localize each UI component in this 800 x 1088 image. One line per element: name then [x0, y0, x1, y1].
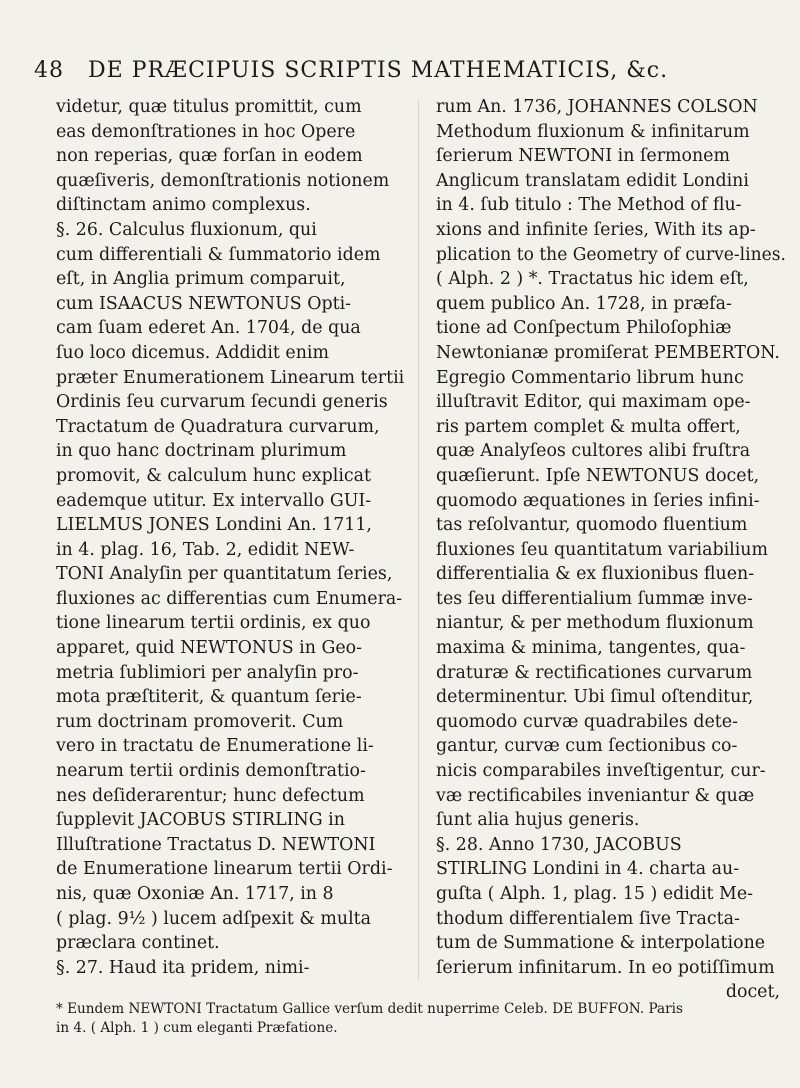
text-line: non reperias, quæ forſan in eodem — [56, 146, 363, 167]
text-line: §. 28. Anno 1730, JACOBUS — [436, 834, 682, 855]
text-line: de Enumeratione linearum tertii Ordi- — [56, 859, 393, 880]
text-line: cum ISAACUS NEWTONUS Opti- — [56, 293, 352, 314]
text-line: Illuſtratione Tractatus D. NEWTONI — [56, 834, 376, 855]
text-line: illuſtravit Editor, qui maximam ope- — [436, 392, 751, 413]
text-line: cum differentiali & ſummatorio idem — [56, 244, 381, 265]
text-line: thodum differentialem ſive Tracta- — [436, 908, 740, 929]
text-line: quæ Analyſeos cultores alibi fruſtra — [436, 441, 751, 462]
text-line: nes deſiderarentur; hunc defectum — [56, 785, 365, 806]
running-header — [34, 58, 774, 83]
text-line: væ rectificabiles inveniantur & quæ — [436, 785, 755, 806]
text-line: eas demonſtrationes in hoc Opere — [56, 121, 356, 142]
text-line: nis, quæ Oxoniæ An. 1717, in 8 — [56, 884, 334, 904]
text-line: metria ſublimiori per analyſin pro- — [56, 662, 359, 683]
page-number: 48 — [34, 58, 64, 83]
text-line: tum de Summatione & interpolatione — [436, 933, 766, 954]
text-line: quæſiveris, demonſtrationis notionem — [56, 170, 390, 191]
text-line: præter Enumerationem Linearum tertii — [56, 367, 405, 388]
text-line: niantur, & per methodum fluxionum — [436, 613, 754, 634]
footnote — [56, 1000, 786, 1038]
text-line: Anglicum translatam edidit Londini — [436, 170, 749, 191]
text-line: apparet, quid NEWTONUS in Geo- — [56, 638, 362, 659]
text-line: in 4. ſub titulo : The Method of flu- — [436, 195, 742, 216]
text-line: plication to the Geometry of curve-lines. — [436, 244, 786, 265]
text-line: LIELMUS JONES Londini An. 1711, — [56, 515, 372, 536]
text-line: STIRLING Londini in 4. charta au- — [436, 859, 740, 880]
text-line: ſuo loco dicemus. Addidit enim — [56, 342, 329, 363]
text-line: præclara continet. — [56, 933, 220, 954]
text-line: §. 26. Calculus fluxionum, qui — [56, 219, 317, 240]
text-line: ſerierum NEWTONI in ſermonem — [436, 146, 730, 167]
text-line: mota præſtiterit, & quantum ſerie- — [56, 687, 362, 708]
text-line: ( Alph. 2 ) *. Tractatus hic idem eſt, — [436, 269, 749, 290]
text-line: Egregio Commentario librum hunc — [436, 367, 744, 388]
column-gutter — [418, 100, 419, 980]
text-line: tione linearum tertii ordinis, ex quo — [56, 613, 371, 634]
footnote-line: in 4. ( Alph. 1 ) cum eleganti Præfatione. — [56, 1020, 338, 1036]
right-column — [436, 95, 786, 1005]
left-column — [56, 95, 406, 980]
text-line: gantur, curvæ cum ſectionibus co- — [436, 736, 738, 757]
text-line: Newtonianæ promiſerat PEMBERTON. — [436, 342, 780, 363]
text-line: maxima & minima, tangentes, qua- — [436, 638, 746, 659]
text-line: Tractatum de Quadratura curvarum, — [56, 416, 380, 437]
text-line: diſtinctam animo complexus. — [56, 195, 311, 216]
text-line: tes ſeu differentialium ſummæ inve- — [436, 588, 753, 609]
text-line: ſupplevit JACOBUS STIRLING in — [56, 810, 345, 831]
text-line: tas reſolvantur, quomodo fluentium — [436, 515, 748, 536]
text-line: determinentur. Ubi ſimul oſtenditur, — [436, 687, 754, 708]
text-line: ( plag. 9½ ) lucem adſpexit & multa — [56, 908, 372, 929]
text-line: draturæ & rectificationes curvarum — [436, 662, 753, 683]
running-title: DE PRÆCIPUIS SCRIPTIS MATHEMATICIS, &c. — [88, 58, 669, 83]
text-line: guſta ( Alph. 1, plag. 15 ) edidit Me- — [436, 884, 753, 904]
text-line: ſerierum infinitarum. In eo potiſſimum — [436, 957, 775, 978]
text-line: nicis comparabiles inveſtigentur, cur- — [436, 761, 766, 782]
text-line: Ordinis ſeu curvarum ſecundi generis — [56, 392, 388, 413]
text-line: in quo hanc doctrinam plurimum — [56, 441, 347, 462]
catchword: docet, — [725, 982, 780, 1003]
text-line: §. 27. Haud ita pridem, nimi- — [56, 957, 310, 978]
text-line: rum doctrinam promoverit. Cum — [56, 711, 344, 732]
text-line: in 4. plag. 16, Tab. 2, edidit NEW- — [56, 539, 355, 560]
text-line: nearum tertii ordinis demonſtratio- — [56, 761, 366, 782]
text-line: tione ad Conſpectum Philoſophiæ — [436, 318, 732, 339]
text-line: eademque utitur. Ex intervallo GUI- — [56, 490, 372, 511]
text-line: ſunt alia hujus generis. — [436, 810, 640, 831]
text-line: quem publico An. 1728, in præfa- — [436, 293, 732, 314]
text-line: cam ſuam ederet An. 1704, de qua — [56, 318, 361, 339]
text-line: xions and infinite ſeries, With its ap- — [436, 219, 756, 240]
text-line: Methodum fluxionum & infinitarum — [436, 121, 750, 142]
text-line: ris partem complet & multa offert, — [436, 416, 741, 437]
text-line: quomodo curvæ quadrabiles dete- — [436, 711, 738, 732]
text-line: quomodo æquationes in ſeries infini- — [436, 490, 760, 511]
text-line: eſt, in Anglia primum comparuit, — [56, 269, 346, 290]
text-line: fluxiones ſeu quantitatum variabilium — [436, 539, 769, 560]
text-line: fluxiones ac differentias cum Enumera- — [56, 588, 403, 609]
text-line: vero in tractatu de Enumeratione li- — [56, 736, 374, 757]
text-line: videtur, quæ titulus promittit, cum — [56, 97, 362, 117]
text-line: TONI Analyſin per quantitatum ſeries, — [56, 564, 393, 585]
text-line: quæſierunt. Ipſe NEWTONUS docet, — [436, 465, 760, 486]
text-line: differentialia & ex fluxionibus fluen- — [436, 564, 755, 585]
footnote-line: * Eundem NEWTONI Tractatum Gallice verſum dedit nuperrime Celeb. DE BUFFON. Paris — [56, 1001, 683, 1017]
text-line: promovit, & calculum hunc explicat — [56, 465, 372, 486]
text-line: rum An. 1736, JOHANNES COLSON — [436, 97, 758, 117]
